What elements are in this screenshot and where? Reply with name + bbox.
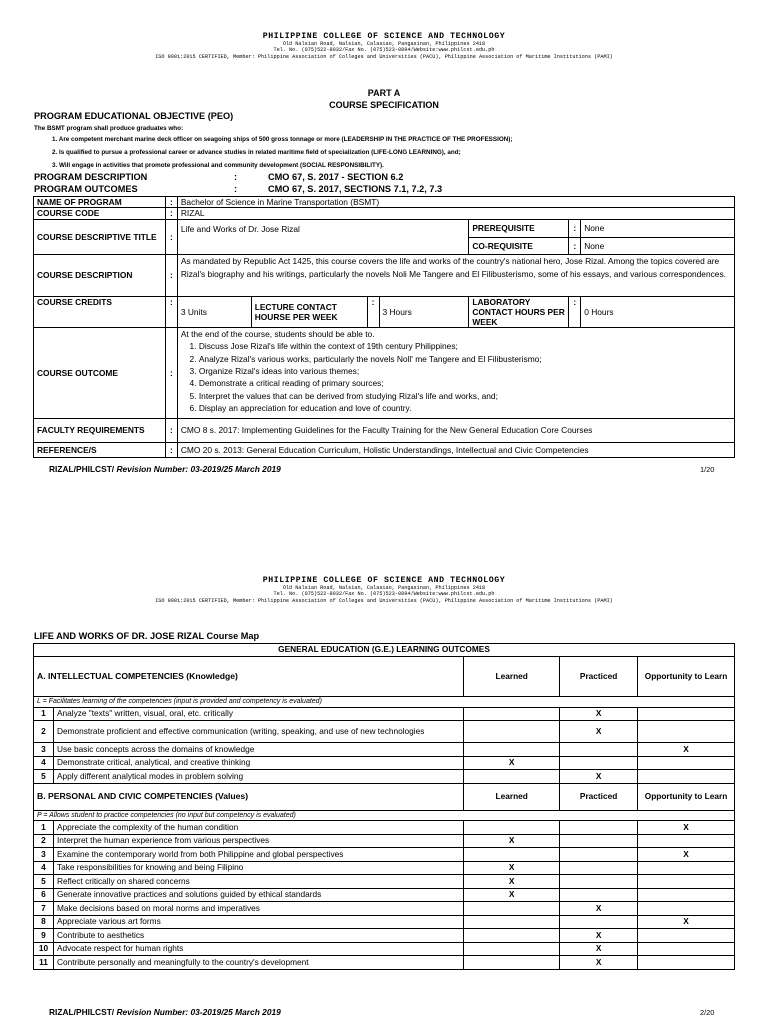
- competency-text: Advocate respect for human rights: [53, 942, 463, 956]
- practiced-cell: [560, 821, 638, 835]
- part-label: PART A: [367, 88, 401, 98]
- college-address: Old Nalsian Road, Nalsian, Calasiao, Pangasinan, Philippines 2418: [282, 41, 486, 47]
- learned-cell-mark: X: [464, 861, 560, 875]
- practiced-cell-mark: X: [560, 902, 638, 916]
- college-iso: ISO 9001:2015 CERTIFIED, Member: Philippine Association of Colleges and Universities (PACU), Philippine Association of Maritime Institutions (PAMI): [155, 597, 613, 604]
- practiced-cell: [560, 743, 638, 757]
- opportunity-cell: [638, 707, 735, 721]
- course-description-value: As mandated by Republic Act 1425, this course covers the life and works of the country's national hero, Jose Rizal. Among the topics covered are Rizal's biography and his writings, particularly the novels Noli Me Tangere and El Filibusterismo, some of his essays, and various correspondences.: [177, 254, 734, 296]
- col-practiced-header: Practiced: [560, 783, 638, 810]
- learned-cell: [464, 848, 560, 862]
- competency-number: 2: [34, 721, 54, 743]
- course-outcome-item: 4. Demonstrate a critical reading of primary sources;: [199, 377, 731, 389]
- program-name-value: Bachelor of Science in Marine Transportation (BSMT): [177, 197, 734, 208]
- prerequisite-value: None: [581, 219, 735, 237]
- competency-row: [34, 861, 735, 875]
- learned-cell: [464, 956, 560, 970]
- course-outcome-item: 3. Organize Rizal's ideas into various themes;: [199, 365, 731, 377]
- corequisite-label: CO-REQUISITE: [469, 237, 569, 254]
- learned-cell-mark: X: [464, 756, 560, 770]
- competency-number: 10: [34, 942, 54, 956]
- course-outcome-item: 2. Analyze Rizal's various works, particularly the novels Noll' me Tangere and El Filibusterismo;: [199, 353, 731, 365]
- competency-text: Appreciate the complexity of the human condition: [53, 821, 463, 835]
- opportunity-cell-mark: X: [638, 848, 735, 862]
- learned-cell: [464, 929, 560, 943]
- practiced-cell: [560, 915, 638, 929]
- page2-number: 2/20: [700, 1008, 715, 1017]
- college-name: PHILIPPINE COLLEGE OF SCIENCE AND TECHNOLOGY: [262, 32, 506, 41]
- section-a-title: A. INTELLECTUAL COMPETENCIES (Knowledge): [34, 657, 464, 697]
- competency-row: [34, 707, 735, 721]
- competency-text: Reflect critically on shared concerns: [53, 875, 463, 889]
- program-outcomes-colon: :: [234, 184, 238, 194]
- references-value: CMO 20 s. 2013: General Education Curriculum, Holistic Understandings, Intellectual and Civic Competencies: [177, 442, 734, 457]
- lecture-contact-value: 3 Hours: [379, 296, 469, 327]
- learned-cell: [464, 707, 560, 721]
- lab-contact-value: 0 Hours: [581, 296, 735, 327]
- opportunity-cell-mark: X: [638, 821, 735, 835]
- practiced-cell-mark: X: [560, 929, 638, 943]
- legend-note-row: [34, 697, 735, 708]
- page1-footer: [49, 464, 281, 474]
- row-course-credits: COURSE CREDITS : 3 Units LECTURE CONTACT HOURSE PER WEEK : 3 Hours LABORATORY CONTACT HOURS PER WEEK : 0 Hours: [34, 296, 735, 327]
- course-map-table: [33, 643, 735, 970]
- opportunity-cell: [638, 875, 735, 889]
- practiced-cell: [560, 834, 638, 848]
- competency-number: 7: [34, 902, 54, 916]
- competency-row: [34, 848, 735, 862]
- competency-row: [34, 770, 735, 784]
- competency-number: 5: [34, 875, 54, 889]
- competency-row: [34, 956, 735, 970]
- col-opportunity-header: Opportunity to Learn: [638, 783, 735, 810]
- course-credits-label: COURSE CREDITS: [34, 296, 166, 327]
- learned-cell: [464, 902, 560, 916]
- faculty-requirements-label: FACULTY REQUIREMENTS: [34, 418, 166, 442]
- practiced-cell: [560, 756, 638, 770]
- competency-text: Demonstrate proficient and effective communication (writing, speaking, and use of new technologies: [53, 721, 463, 743]
- course-title-label: COURSE DESCRIPTIVE TITLE: [34, 219, 166, 254]
- learned-cell: [464, 770, 560, 784]
- practiced-cell-mark: X: [560, 770, 638, 784]
- competency-row: [34, 721, 735, 743]
- competency-text: Take responsibilities for knowing and being Filipino: [53, 861, 463, 875]
- course-code-value: RIZAL: [177, 208, 734, 219]
- competency-number: 9: [34, 929, 54, 943]
- footer-code: RIZAL/PHILCST/: [49, 464, 115, 474]
- page2-footer: [49, 1007, 281, 1017]
- program-description-label: PROGRAM DESCRIPTION: [34, 172, 148, 182]
- peo-item: 3. Will engage in activities that promote professional and community development (SOCIAL RESPONSIBILITY).: [52, 162, 384, 170]
- course-outcome-label: COURSE OUTCOME: [34, 327, 166, 418]
- learned-cell: [464, 721, 560, 743]
- college-contact: Tel. No. (075)522-8032/Fax No. (075)523-0894/Website:www.philcst.edu.ph: [273, 47, 495, 54]
- competency-text: Examine the contemporary world from both Philippine and global perspectives: [53, 848, 463, 862]
- competency-number: 5: [34, 770, 54, 784]
- competency-text: Make decisions based on moral norms and imperatives: [53, 902, 463, 916]
- competency-row: [34, 875, 735, 889]
- program-outcomes-value: CMO 67, S. 2017, SECTIONS 7.1, 7.2, 7.3: [268, 184, 443, 194]
- competency-number: 4: [34, 756, 54, 770]
- course-outcome-intro: At the end of the course, students should be able to.: [180, 328, 375, 339]
- practiced-cell-mark: X: [560, 707, 638, 721]
- opportunity-cell: [638, 834, 735, 848]
- opportunity-cell-mark: X: [638, 915, 735, 929]
- program-name-label: NAME OF PROGRAM: [34, 197, 166, 208]
- competency-text: Analyze "texts" written, visual, oral, etc. critically: [53, 707, 463, 721]
- section-header-row: [34, 657, 735, 697]
- competency-text: Generate innovative practices and solutions guided by ethical standards: [53, 888, 463, 902]
- course-map-title: LIFE AND WORKS OF DR. JOSE RIZAL Course Map: [34, 631, 260, 641]
- learned-cell: [464, 821, 560, 835]
- program-outcomes-label: PROGRAM OUTCOMES: [34, 184, 138, 194]
- competency-number: 4: [34, 861, 54, 875]
- peo-item: 1. Are competent merchant marine deck officer on seagoing ships of 500 gross tonnage or more (LEADERSHIP IN THE PRACTICE OF THE PROFESSION);: [52, 136, 513, 143]
- peo-intro: The BSMT program shall produce graduates who:: [34, 125, 184, 132]
- ge-header-row: [34, 644, 735, 657]
- competency-row: [34, 834, 735, 848]
- prerequisite-label: PREREQUISITE: [469, 219, 569, 237]
- peo-list: [52, 136, 752, 170]
- practiced-cell: [560, 848, 638, 862]
- competency-number: 8: [34, 915, 54, 929]
- program-description-value: CMO 67, S. 2017 - SECTION 6.2: [268, 172, 404, 182]
- learned-cell: [464, 743, 560, 757]
- opportunity-cell: [638, 942, 735, 956]
- references-label: REFERENCE/S: [34, 442, 166, 457]
- lecture-contact-label: LECTURE CONTACT HOURSE PER WEEK: [251, 296, 367, 327]
- competency-number: 11: [34, 956, 54, 970]
- practiced-cell: [560, 888, 638, 902]
- competency-row: [34, 743, 735, 757]
- competency-row: [34, 929, 735, 943]
- practiced-cell: [560, 861, 638, 875]
- competency-number: 2: [34, 834, 54, 848]
- learned-cell-mark: X: [464, 834, 560, 848]
- competency-row: [34, 821, 735, 835]
- row-references: REFERENCE/S : CMO 20 s. 2013: General Education Curriculum, Holistic Understandings, Intellectual and Civic Competencies: [34, 442, 735, 457]
- practiced-cell-mark: X: [560, 721, 638, 743]
- row-faculty-requirements: FACULTY REQUIREMENTS : CMO 8 s. 2017: Implementing Guidelines for the Faculty Training for the New General Education Core Courses: [34, 418, 735, 442]
- legend-note-row: [34, 810, 735, 821]
- course-title-value: Life and Works of Dr. Jose Rizal: [177, 219, 469, 254]
- opportunity-cell-mark: X: [638, 743, 735, 757]
- row-course-description: COURSE DESCRIPTION : As mandated by Republic Act 1425, this course covers the life and works of the country's national hero, Jose Rizal. Among the topics covered are Rizal's biography and his writings, particularly the novels Noli Me Tangere and El Filibusterismo, some of his essays, and various correspondences.: [34, 254, 735, 296]
- learned-cell-mark: X: [464, 888, 560, 902]
- competency-number: 6: [34, 888, 54, 902]
- competency-number: 1: [34, 707, 54, 721]
- practiced-cell-mark: X: [560, 956, 638, 970]
- competency-row: [34, 888, 735, 902]
- page1-number: 1/20: [700, 465, 715, 474]
- lab-contact-label: LABORATORY CONTACT HOURS PER WEEK: [469, 296, 569, 327]
- legend-note: P = Allows student to practice competencies (no input but competency is evaluated): [34, 810, 735, 821]
- competency-text: Appreciate various art forms: [53, 915, 463, 929]
- opportunity-cell: [638, 888, 735, 902]
- college-contact: Tel. No. (075)522-8032/Fax No. (075)523-0894/Website:www.philcst.edu.ph: [273, 591, 495, 598]
- legend-note: L = Facilitates learning of the competencies (input is provided and competency is evaluated): [34, 697, 735, 708]
- competency-number: 3: [34, 848, 54, 862]
- course-outcome-item: 6. Display an appreciation for education and love of country.: [199, 402, 731, 414]
- opportunity-cell: [638, 956, 735, 970]
- row-course-outcome: COURSE OUTCOME : At the end of the course, students should be able to. 1. Discuss Jose Rizal's life within the context of 19th century Philippines; 2. Analyze Rizal's various works, particularly the novels Noll' me Tangere and El Filibusterismo; 3. Organize Rizal's ideas into various themes; 4. Demonstrate a critical reading of primary sources; 5. Interpret the values that can be derived from studying Rizal's life and works, and; 6. Display an appreciation for education and love of country.: [34, 327, 735, 418]
- col-learned-header: Learned: [464, 783, 560, 810]
- learned-cell-mark: X: [464, 875, 560, 889]
- col-learned-header: Learned: [464, 657, 560, 697]
- college-iso: ISO 9001:2015 CERTIFIED, Member: Philippine Association of Colleges and Universities (PACU), Philippine Association of Maritime Institutions (PAMI): [155, 53, 613, 60]
- course-credits-value: 3 Units: [177, 296, 251, 327]
- college-name: PHILIPPINE COLLEGE OF SCIENCE AND TECHNOLOGY: [262, 576, 506, 585]
- opportunity-cell: [638, 861, 735, 875]
- competency-number: 1: [34, 821, 54, 835]
- row-program-name: NAME OF PROGRAM : Bachelor of Science in Marine Transportation (BSMT): [34, 197, 735, 208]
- course-spec-table: NAME OF PROGRAM : Bachelor of Science in Marine Transportation (BSMT) COURSE CODE : RIZAL COURSE DESCRIPTIVE TITLE : Life and Works of Dr. Jose Rizal PREREQUISITE : None CO-REQUISITE : None COURSE DESCRIPTION : As mandated by Republic Act 1425, this course covers the life and works of the country's national hero, Jose Rizal. Among the topics covered are Rizal's biography and his writings, particularly the novels Noli Me Tangere and El Filibusterismo, some of his essays, and various correspondences. COURSE CREDITS : 3 Units LECTURE CONTACT HOURSE PER WEEK : 3 Hours LABORATORY CONTACT HOURS PER WEEK : 0 Hours COURSE OUTCOME : At the end of the course, students should be able to. 1. Discuss Jose Rizal's life within the context of 19th century Philippines; 2. Analyze Rizal's various works, particularly the novels Noll' me Tangere and El Filibusterismo; 3. Organize Rizal's ideas into various themes; 4. Demonstrate a critical reading of primary sources; 5. Interpret the values that can be derived from studying Rizal's life and works, and; 6. Display an appreciation for education and love of country. FACULTY REQUIREMENTS : CMO 8 s. 2017: Implementing Guidelines for the Faculty Training for the New General Education Core Courses REFERENCE/S : CMO 20 s. 2013: General Education Curriculum, Holistic Understandings, Intellectual and Civic Competencies: [33, 196, 735, 458]
- corequisite-value: None: [581, 237, 735, 254]
- competency-text: Interpret the human experience from various perspectives: [53, 834, 463, 848]
- course-outcome-value: [177, 327, 734, 418]
- ge-header: GENERAL EDUCATION (G.E.) LEARNING OUTCOMES: [34, 644, 735, 657]
- competency-text: Apply different analytical modes in problem solving: [53, 770, 463, 784]
- section-b-title: B. PERSONAL AND CIVIC COMPETENCIES (Values): [34, 783, 464, 810]
- competency-row: [34, 756, 735, 770]
- faculty-requirements-value: CMO 8 s. 2017: Implementing Guidelines for the Faculty Training for the New General Education Core Courses: [177, 418, 734, 442]
- competency-text: Demonstrate critical, analytical, and creative thinking: [53, 756, 463, 770]
- practiced-cell: [560, 875, 638, 889]
- course-description-label: COURSE DESCRIPTION: [34, 254, 166, 296]
- spec-title: COURSE SPECIFICATION: [329, 100, 439, 110]
- opportunity-cell: [638, 929, 735, 943]
- course-outcome-list: [181, 340, 731, 414]
- competency-row: [34, 915, 735, 929]
- learned-cell: [464, 915, 560, 929]
- peo-item: 2. Is qualified to pursue a professional career or advance studies in related maritime field of specialization (LIFE-LONG LEARNING), and;: [52, 149, 461, 157]
- competency-text: Contribute to aesthetics: [53, 929, 463, 943]
- footer-code: RIZAL/PHILCST/: [49, 1007, 115, 1017]
- opportunity-cell: [638, 770, 735, 784]
- page2-header: [0, 576, 768, 604]
- course-outcome-item: 5. Interpret the values that can be derived from studying Rizal's life and works, and;: [199, 390, 731, 402]
- competency-number: 3: [34, 743, 54, 757]
- col-opportunity-header: Opportunity to Learn: [638, 657, 735, 697]
- competency-row: [34, 942, 735, 956]
- practiced-cell-mark: X: [560, 942, 638, 956]
- opportunity-cell: [638, 756, 735, 770]
- opportunity-cell: [638, 721, 735, 743]
- footer-revision: Revision Number: 03-2019/25 March 2019: [116, 1007, 281, 1017]
- program-description-colon: :: [234, 172, 238, 182]
- col-practiced-header: Practiced: [560, 657, 638, 697]
- row-course-code: COURSE CODE : RIZAL: [34, 208, 735, 219]
- course-code-label: COURSE CODE: [34, 208, 166, 219]
- competency-text: Use basic concepts across the domains of knowledge: [53, 743, 463, 757]
- competency-text: Contribute personally and meaningfully to the country's development: [53, 956, 463, 970]
- opportunity-cell: [638, 902, 735, 916]
- footer-revision: Revision Number: 03-2019/25 March 2019: [116, 464, 281, 474]
- page1-header: [0, 32, 768, 60]
- college-address: Old Nalsian Road, Nalsian, Calasiao, Pangasinan, Philippines 2418: [282, 585, 486, 591]
- competency-row: [34, 902, 735, 916]
- learned-cell: [464, 942, 560, 956]
- peo-title: PROGRAM EDUCATIONAL OBJECTIVE (PEO): [34, 111, 234, 121]
- course-outcome-item: 1. Discuss Jose Rizal's life within the context of 19th century Philippines;: [199, 340, 731, 352]
- section-header-row: [34, 783, 735, 810]
